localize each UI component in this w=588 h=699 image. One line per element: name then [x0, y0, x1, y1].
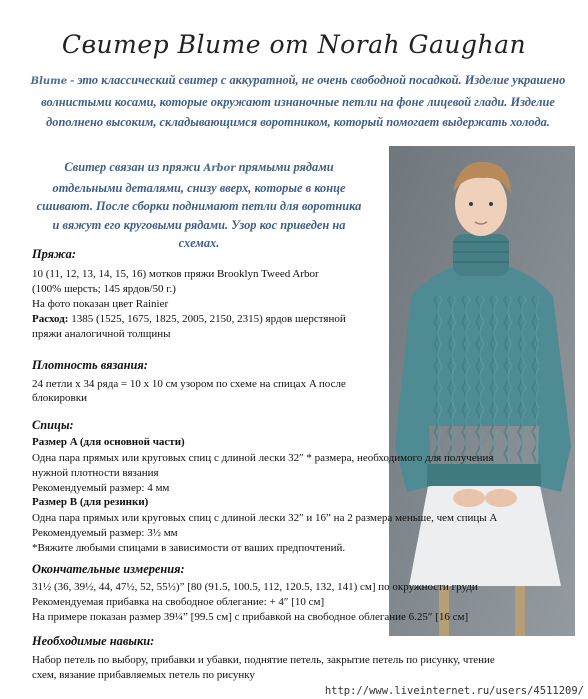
brand-name: Blume	[30, 76, 68, 87]
usage-text: 1385 (1525, 1675, 1825, 2005, 2150, 2315) ярдов шерстяной	[68, 313, 346, 325]
skills-heading: Необходимые навыки:	[32, 634, 155, 648]
woman-sweater-photo-icon	[389, 146, 575, 636]
intro-paragraph	[24, 70, 572, 132]
skills-line: схем, вязание прибавляемых петель по рисунку	[32, 669, 255, 681]
needle-line: Одна пара прямых или круговых спиц с длиной лески 32″ * размера, необходимого для получения	[32, 452, 494, 464]
model-photo	[389, 146, 575, 636]
usage-label: Расход:	[32, 313, 69, 325]
yarn-line: На фото показан цвет Rainier	[32, 298, 169, 310]
yarn-line: 10 (11, 12, 13, 14, 15, 16) мотков пряжи Brooklyn Tweed Arbor	[32, 268, 319, 280]
skills-line: Набор петель по выбору, прибавки и убавки, поднятие петель, закрытие петель по рисунку, чтение	[32, 654, 495, 666]
yarn-usage	[32, 312, 346, 326]
gauge-line: 24 петли х 34 ряда = 10 х 10 см узором по схеме на спицах A после	[32, 378, 346, 390]
gauge-heading: Плотность вязания:	[32, 358, 148, 372]
needle-line: нужной плотности вязания	[32, 467, 159, 479]
measurement-line: 31½ (36, 39½, 44, 47½, 52, 55½)” [80 (91.5, 100.5, 112, 120.5, 132, 141) см] по окружности груди	[32, 581, 478, 593]
yarn-line: (100% шерсть; 145 ярдов/50 г.)	[32, 283, 176, 295]
page-title: Свитер Blume от Norah Gaughan	[61, 30, 527, 59]
yarn-heading: Пряжа:	[32, 247, 77, 261]
measurement-line: На примере показан размер 39¼” [99.5 см] с прибавкой на свободное облегание 6.25″ [16 см]	[32, 611, 469, 623]
gauge-line: блокировки	[32, 392, 87, 404]
yarn-brand-name: Arbor	[203, 163, 236, 174]
yarn-line: пряжи аналогичной толщины	[32, 328, 171, 340]
watermark-url[interactable]: http://www.liveinternet.ru/users/4511209/	[324, 685, 584, 697]
needle-b-label: Размер B (для резинки)	[32, 496, 149, 508]
construction-paragraph	[34, 158, 364, 253]
needles-heading: Спицы:	[32, 418, 74, 432]
measurements-heading: Окончательные измерения:	[32, 562, 185, 576]
needle-note: *Вяжите любыми спицами в зависимости от ваших предпочтений.	[32, 542, 346, 554]
needle-line: Одна пара прямых или круговых спиц с длиной лески 32″ и 16” на 2 размера меньше, чем спицы A	[32, 512, 498, 524]
needle-line: Рекомендуемый размер: 3½ мм	[32, 527, 178, 539]
intro-text: - это классический свитер с аккуратной, не очень свободной посадкой. Изделие украшено волнистыми косами, которые окружают изнаночные петли на фоне лицевой глади. Изделие дополнено высоким, складывающимся воротником, который помогает выдержать холода.	[41, 73, 566, 129]
needle-a-label: Размер A (для основной части)	[32, 436, 185, 448]
measurement-line: Рекомендуемая прибавка на свободное облегание: + 4″ [10 см]	[32, 596, 325, 608]
construction-text-post: прямыми рядами отдельными деталями, снизу вверх, которые в конце сшивают. После сборки поднимают петли для воротника и вяжут его круговыми рядами. Узор кос приведен на схемах.	[36, 160, 362, 251]
construction-text-pre: Свитер связан из пряжи	[64, 160, 204, 174]
needle-line: Рекомендуемый размер: 4 мм	[32, 482, 170, 494]
